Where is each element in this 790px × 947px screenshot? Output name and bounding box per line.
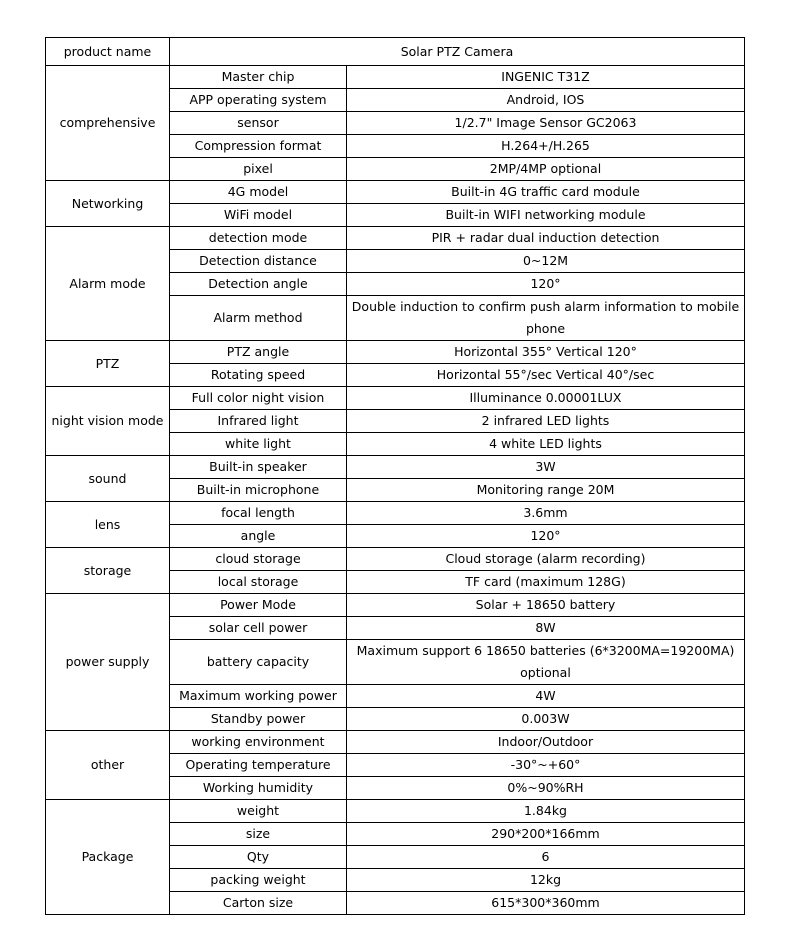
item-value: 290*200*166mm: [347, 823, 745, 846]
item-value: 2MP/4MP optional: [347, 158, 745, 181]
item-label: angle: [170, 525, 347, 548]
spec-row: [46, 341, 745, 364]
item-label: white light: [170, 433, 347, 456]
item-value: Built-in 4G traffic card module: [347, 181, 745, 204]
item-label: Rotating speed: [170, 364, 347, 387]
item-label: pixel: [170, 158, 347, 181]
product-label: product name: [46, 38, 170, 66]
item-label: Built-in speaker: [170, 456, 347, 479]
spec-row: [46, 502, 745, 525]
group-label: PTZ: [46, 341, 170, 387]
item-value: Android, IOS: [347, 89, 745, 112]
group-label: other: [46, 731, 170, 800]
group-label: Networking: [46, 181, 170, 227]
item-value: 4 white LED lights: [347, 433, 745, 456]
item-value: 1/2.7" Image Sensor GC2063: [347, 112, 745, 135]
spec-table: [45, 37, 745, 915]
item-value: Illuminance 0.00001LUX: [347, 387, 745, 410]
item-value: 120°: [347, 273, 745, 296]
item-value: -30°~+60°: [347, 754, 745, 777]
item-label: Built-in microphone: [170, 479, 347, 502]
item-value: Monitoring range 20M: [347, 479, 745, 502]
item-value: 3W: [347, 456, 745, 479]
item-label: Operating temperature: [170, 754, 347, 777]
item-label: Carton size: [170, 892, 347, 915]
item-value: 1.84kg: [347, 800, 745, 823]
item-value: INGENIC T31Z: [347, 66, 745, 89]
item-label: focal length: [170, 502, 347, 525]
item-label: PTZ angle: [170, 341, 347, 364]
item-label: Master chip: [170, 66, 347, 89]
item-label: Detection angle: [170, 273, 347, 296]
item-value: 12kg: [347, 869, 745, 892]
item-value: Built-in WIFI networking module: [347, 204, 745, 227]
item-label: 4G model: [170, 181, 347, 204]
item-value: 120°: [347, 525, 745, 548]
item-label: Standby power: [170, 708, 347, 731]
item-label: Working humidity: [170, 777, 347, 800]
item-value: TF card (maximum 128G): [347, 571, 745, 594]
spec-row: [46, 731, 745, 754]
item-value: 2 infrared LED lights: [347, 410, 745, 433]
item-label: Full color night vision: [170, 387, 347, 410]
item-value: 615*300*360mm: [347, 892, 745, 915]
product-row: [46, 38, 745, 66]
item-label: Qty: [170, 846, 347, 869]
spec-row: [46, 66, 745, 89]
item-value: 0%~90%RH: [347, 777, 745, 800]
item-label: Maximum working power: [170, 685, 347, 708]
item-value: Solar + 18650 battery: [347, 594, 745, 617]
item-label: WiFi model: [170, 204, 347, 227]
spec-row: [46, 548, 745, 571]
item-value: 3.6mm: [347, 502, 745, 525]
item-value: Indoor/Outdoor: [347, 731, 745, 754]
group-label: power supply: [46, 594, 170, 731]
item-label: Infrared light: [170, 410, 347, 433]
item-label: Alarm method: [170, 296, 347, 341]
item-value: Cloud storage (alarm recording): [347, 548, 745, 571]
group-label: night vision mode: [46, 387, 170, 456]
spec-row: [46, 594, 745, 617]
item-value: 4W: [347, 685, 745, 708]
item-label: Power Mode: [170, 594, 347, 617]
item-value: 0~12M: [347, 250, 745, 273]
item-label: sensor: [170, 112, 347, 135]
item-label: local storage: [170, 571, 347, 594]
item-label: APP operating system: [170, 89, 347, 112]
item-label: weight: [170, 800, 347, 823]
spec-row: [46, 800, 745, 823]
item-label: packing weight: [170, 869, 347, 892]
item-value: Maximum support 6 18650 batteries (6*3200MA=19200MA) optional: [347, 640, 745, 685]
item-label: size: [170, 823, 347, 846]
item-value: 6: [347, 846, 745, 869]
item-value: H.264+/H.265: [347, 135, 745, 158]
spec-row: [46, 387, 745, 410]
item-label: cloud storage: [170, 548, 347, 571]
item-value: Horizontal 355° Vertical 120°: [347, 341, 745, 364]
spec-table-body: [46, 38, 745, 915]
group-label: Alarm mode: [46, 227, 170, 341]
item-label: working environment: [170, 731, 347, 754]
group-label: storage: [46, 548, 170, 594]
item-label: Detection distance: [170, 250, 347, 273]
group-label: Package: [46, 800, 170, 915]
item-label: detection mode: [170, 227, 347, 250]
product-value: Solar PTZ Camera: [170, 38, 745, 66]
spec-row: [46, 227, 745, 250]
item-label: battery capacity: [170, 640, 347, 685]
item-value: Double induction to confirm push alarm information to mobile phone: [347, 296, 745, 341]
spec-row: [46, 181, 745, 204]
item-value: 8W: [347, 617, 745, 640]
group-label: comprehensive: [46, 66, 170, 181]
item-label: Compression format: [170, 135, 347, 158]
item-value: Horizontal 55°/sec Vertical 40°/sec: [347, 364, 745, 387]
item-value: 0.003W: [347, 708, 745, 731]
item-value: PIR + radar dual induction detection: [347, 227, 745, 250]
group-label: sound: [46, 456, 170, 502]
group-label: lens: [46, 502, 170, 548]
spec-row: [46, 456, 745, 479]
item-label: solar cell power: [170, 617, 347, 640]
